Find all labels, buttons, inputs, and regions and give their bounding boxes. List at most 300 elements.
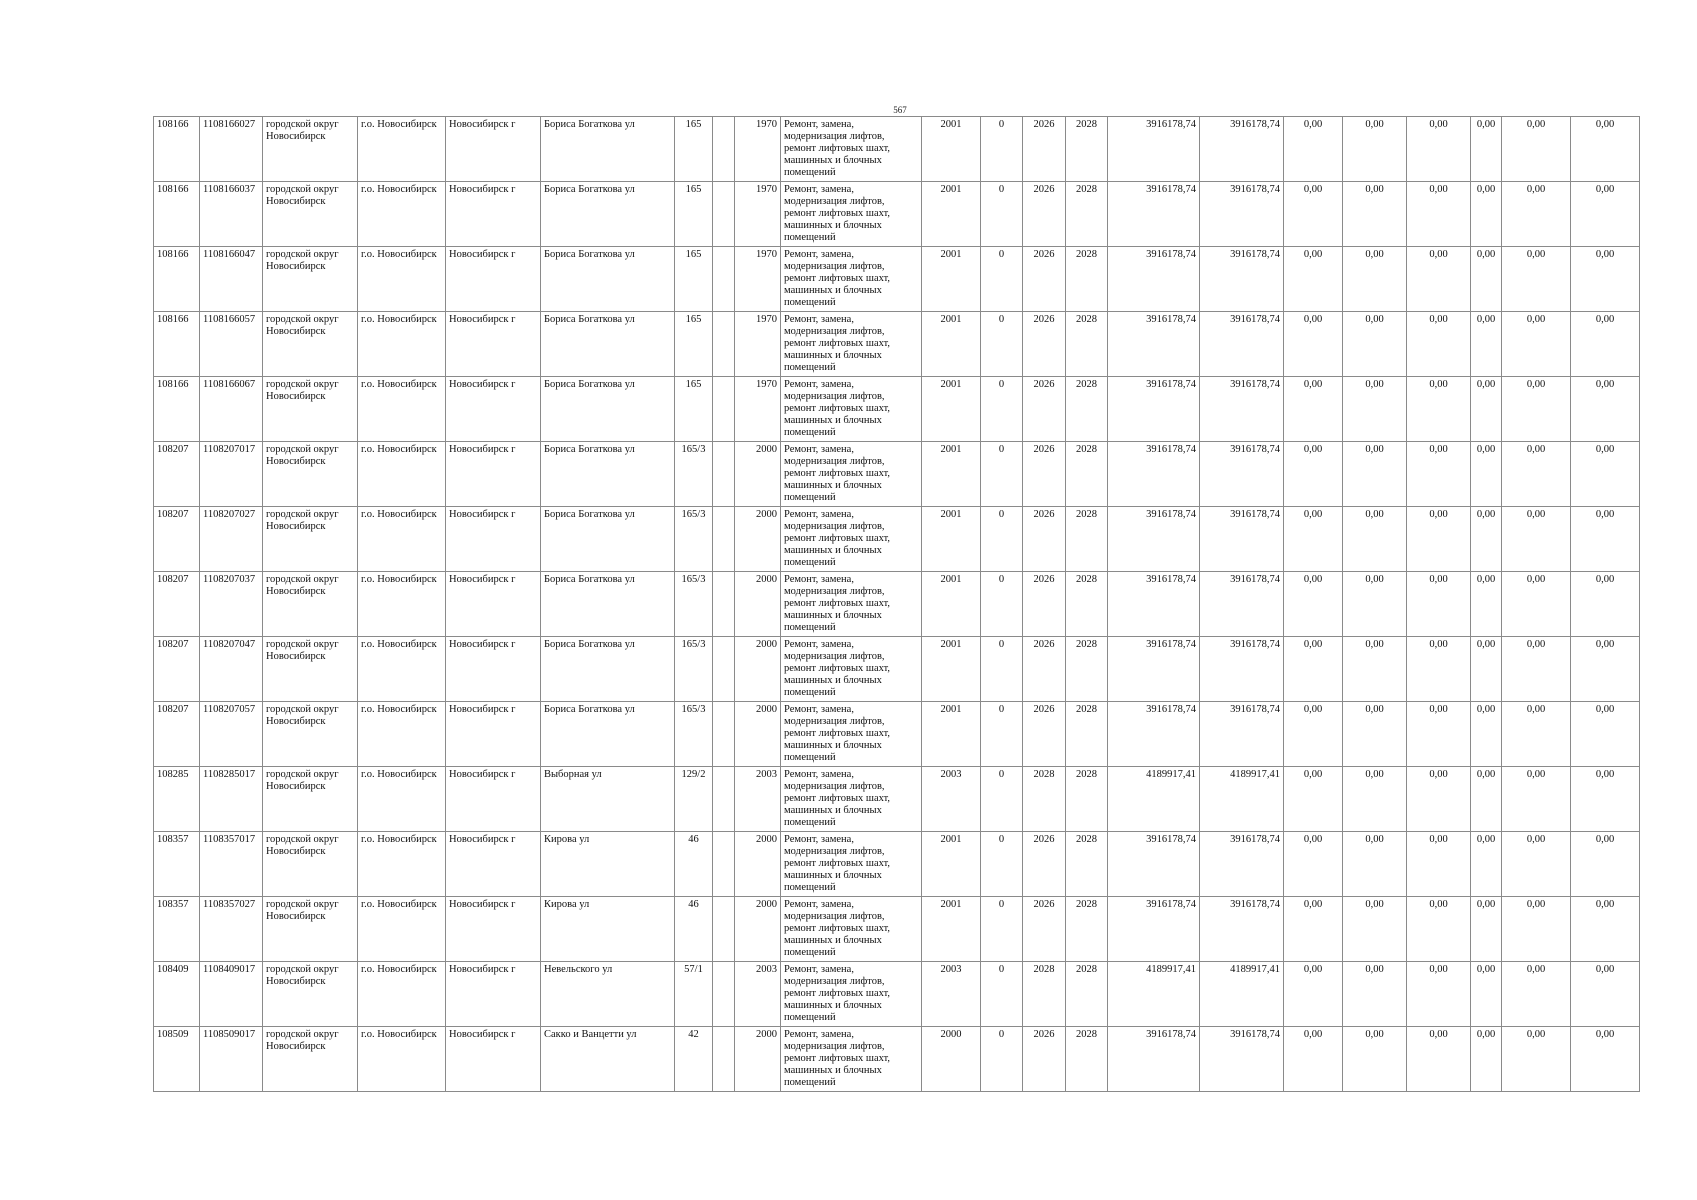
row-plan-to: 2028 [1066,117,1108,182]
row-house: 165 [675,377,713,442]
row-id: 108357 [154,897,200,962]
row-code: 1108207037 [200,572,263,637]
row-plan-to: 2028 [1066,637,1108,702]
row-value-2: 0,00 [1343,1027,1407,1092]
row-code: 1108207047 [200,637,263,702]
row-district: г.о. Новосибирск [358,507,446,572]
row-value-6: 0,00 [1571,377,1640,442]
row-cost-total: 4189917,41 [1200,767,1284,832]
row-zero: 0 [981,962,1023,1027]
row-district: г.о. Новосибирск [358,312,446,377]
row-value-3: 0,00 [1407,572,1471,637]
row-value-2: 0,00 [1343,767,1407,832]
row-id: 108166 [154,312,200,377]
table-row [154,507,1640,572]
row-id: 108166 [154,117,200,182]
table-row [154,897,1640,962]
row-district: г.о. Новосибирск [358,767,446,832]
row-plan-to: 2028 [1066,1027,1108,1092]
row-value-6: 0,00 [1571,572,1640,637]
row-extra [713,377,735,442]
row-value-4: 0,00 [1471,442,1502,507]
row-zero: 0 [981,767,1023,832]
row-id: 108207 [154,702,200,767]
row-cost-total: 3916178,74 [1200,442,1284,507]
row-district: г.о. Новосибирск [358,572,446,637]
row-built-year: 2000 [735,832,781,897]
row-street: Бориса Богаткова ул [541,117,675,182]
table-row [154,962,1640,1027]
row-value-4: 0,00 [1471,962,1502,1027]
row-code: 1108166047 [200,247,263,312]
row-built-year: 1970 [735,312,781,377]
row-plan-to: 2028 [1066,702,1108,767]
row-cost-total: 3916178,74 [1200,702,1284,767]
row-value-2: 0,00 [1343,117,1407,182]
row-municipality: городской округ Новосибирск [263,247,358,312]
row-value-5: 0,00 [1502,247,1571,312]
row-value-3: 0,00 [1407,312,1471,377]
row-value-1: 0,00 [1284,962,1343,1027]
row-id: 108166 [154,377,200,442]
row-locality: Новосибирск г [446,897,541,962]
row-plan-to: 2028 [1066,247,1108,312]
row-street: Бориса Богаткова ул [541,247,675,312]
row-value-1: 0,00 [1284,247,1343,312]
table-row [154,702,1640,767]
registry-table-body [154,117,1640,1092]
row-cost: 3916178,74 [1108,507,1200,572]
row-district: г.о. Новосибирск [358,637,446,702]
row-street: Бориса Богаткова ул [541,572,675,637]
row-value-2: 0,00 [1343,442,1407,507]
table-row [154,637,1640,702]
row-municipality: городской округ Новосибирск [263,312,358,377]
row-value-4: 0,00 [1471,247,1502,312]
row-plan-from: 2026 [1023,572,1066,637]
row-value-6: 0,00 [1571,1027,1640,1092]
row-zero: 0 [981,377,1023,442]
row-year: 2001 [922,377,981,442]
row-district: г.о. Новосибирск [358,897,446,962]
row-street: Бориса Богаткова ул [541,312,675,377]
row-street: Кирова ул [541,897,675,962]
table-row [154,377,1640,442]
row-zero: 0 [981,1027,1023,1092]
row-built-year: 2000 [735,442,781,507]
row-year: 2003 [922,767,981,832]
row-extra [713,702,735,767]
row-work-type: Ремонт, замена, модернизация лифтов, ремонт лифтовых шахт, машинных и блочных помещений [781,117,922,182]
row-locality: Новосибирск г [446,377,541,442]
row-value-2: 0,00 [1343,377,1407,442]
row-value-4: 0,00 [1471,832,1502,897]
row-value-6: 0,00 [1571,247,1640,312]
row-id: 108207 [154,507,200,572]
row-municipality: городской округ Новосибирск [263,377,358,442]
row-work-type: Ремонт, замена, модернизация лифтов, ремонт лифтовых шахт, машинных и блочных помещений [781,247,922,312]
row-value-1: 0,00 [1284,377,1343,442]
row-value-1: 0,00 [1284,182,1343,247]
row-value-1: 0,00 [1284,897,1343,962]
row-locality: Новосибирск г [446,442,541,507]
row-district: г.о. Новосибирск [358,832,446,897]
row-work-type: Ремонт, замена, модернизация лифтов, ремонт лифтовых шахт, машинных и блочных помещений [781,637,922,702]
row-street: Бориса Богаткова ул [541,702,675,767]
row-locality: Новосибирск г [446,702,541,767]
row-work-type: Ремонт, замена, модернизация лифтов, ремонт лифтовых шахт, машинных и блочных помещений [781,702,922,767]
row-cost: 3916178,74 [1108,702,1200,767]
row-built-year: 2003 [735,962,781,1027]
row-value-4: 0,00 [1471,1027,1502,1092]
row-street: Невельского ул [541,962,675,1027]
row-value-4: 0,00 [1471,377,1502,442]
row-cost: 3916178,74 [1108,1027,1200,1092]
row-cost: 3916178,74 [1108,247,1200,312]
row-zero: 0 [981,637,1023,702]
row-id: 108409 [154,962,200,1027]
row-municipality: городской округ Новосибирск [263,832,358,897]
row-plan-to: 2028 [1066,962,1108,1027]
row-district: г.о. Новосибирск [358,962,446,1027]
row-value-3: 0,00 [1407,897,1471,962]
row-value-2: 0,00 [1343,182,1407,247]
row-district: г.о. Новосибирск [358,1027,446,1092]
row-value-1: 0,00 [1284,832,1343,897]
row-locality: Новосибирск г [446,637,541,702]
row-year: 2001 [922,312,981,377]
row-value-3: 0,00 [1407,1027,1471,1092]
row-value-4: 0,00 [1471,572,1502,637]
row-built-year: 1970 [735,247,781,312]
row-plan-to: 2028 [1066,572,1108,637]
row-cost-total: 3916178,74 [1200,832,1284,897]
row-house: 165/3 [675,572,713,637]
row-plan-from: 2026 [1023,117,1066,182]
row-year: 2001 [922,247,981,312]
row-code: 1108285017 [200,767,263,832]
row-municipality: городской округ Новосибирск [263,1027,358,1092]
row-year: 2001 [922,702,981,767]
row-value-6: 0,00 [1571,442,1640,507]
row-cost-total: 3916178,74 [1200,507,1284,572]
row-cost: 4189917,41 [1108,767,1200,832]
row-house: 165 [675,247,713,312]
table-row [154,442,1640,507]
row-work-type: Ремонт, замена, модернизация лифтов, ремонт лифтовых шахт, машинных и блочных помещений [781,897,922,962]
row-year: 2001 [922,897,981,962]
row-extra [713,312,735,377]
row-cost: 3916178,74 [1108,312,1200,377]
table-row [154,312,1640,377]
row-code: 1108357027 [200,897,263,962]
row-value-5: 0,00 [1502,572,1571,637]
row-zero: 0 [981,507,1023,572]
row-cost: 3916178,74 [1108,572,1200,637]
registry-table [153,116,1640,1092]
row-plan-from: 2026 [1023,1027,1066,1092]
row-locality: Новосибирск г [446,507,541,572]
row-municipality: городской округ Новосибирск [263,702,358,767]
row-plan-from: 2026 [1023,637,1066,702]
row-municipality: городской округ Новосибирск [263,507,358,572]
row-value-6: 0,00 [1571,767,1640,832]
row-value-5: 0,00 [1502,442,1571,507]
row-code: 1108166037 [200,182,263,247]
row-house: 165/3 [675,507,713,572]
row-plan-from: 2026 [1023,702,1066,767]
row-code: 1108207017 [200,442,263,507]
row-house: 165 [675,182,713,247]
row-value-5: 0,00 [1502,117,1571,182]
row-plan-from: 2028 [1023,962,1066,1027]
row-value-2: 0,00 [1343,897,1407,962]
row-value-1: 0,00 [1284,572,1343,637]
row-cost-total: 4189917,41 [1200,962,1284,1027]
row-value-1: 0,00 [1284,507,1343,572]
row-district: г.о. Новосибирск [358,442,446,507]
row-extra [713,572,735,637]
table-row [154,247,1640,312]
row-street: Сакко и Ванцетти ул [541,1027,675,1092]
row-value-1: 0,00 [1284,767,1343,832]
row-work-type: Ремонт, замена, модернизация лифтов, ремонт лифтовых шахт, машинных и блочных помещений [781,572,922,637]
row-house: 129/2 [675,767,713,832]
row-zero: 0 [981,442,1023,507]
row-plan-to: 2028 [1066,832,1108,897]
row-extra [713,962,735,1027]
row-zero: 0 [981,117,1023,182]
row-value-5: 0,00 [1502,767,1571,832]
row-extra [713,182,735,247]
row-code: 1108509017 [200,1027,263,1092]
row-value-6: 0,00 [1571,117,1640,182]
row-value-5: 0,00 [1502,637,1571,702]
row-locality: Новосибирск г [446,182,541,247]
row-year: 2003 [922,962,981,1027]
row-work-type: Ремонт, замена, модернизация лифтов, ремонт лифтовых шахт, машинных и блочных помещений [781,832,922,897]
row-extra [713,767,735,832]
row-id: 108357 [154,832,200,897]
row-id: 108207 [154,637,200,702]
row-zero: 0 [981,572,1023,637]
row-value-4: 0,00 [1471,507,1502,572]
row-municipality: городской округ Новосибирск [263,637,358,702]
row-zero: 0 [981,182,1023,247]
row-value-2: 0,00 [1343,507,1407,572]
row-cost: 3916178,74 [1108,832,1200,897]
row-district: г.о. Новосибирск [358,182,446,247]
row-municipality: городской округ Новосибирск [263,897,358,962]
row-year: 2001 [922,832,981,897]
row-value-1: 0,00 [1284,637,1343,702]
row-work-type: Ремонт, замена, модернизация лифтов, ремонт лифтовых шахт, машинных и блочных помещений [781,962,922,1027]
row-value-1: 0,00 [1284,442,1343,507]
row-built-year: 2000 [735,637,781,702]
row-value-4: 0,00 [1471,702,1502,767]
row-locality: Новосибирск г [446,767,541,832]
row-value-5: 0,00 [1502,377,1571,442]
row-plan-from: 2026 [1023,182,1066,247]
row-code: 1108207057 [200,702,263,767]
row-built-year: 2003 [735,767,781,832]
row-value-6: 0,00 [1571,637,1640,702]
row-value-1: 0,00 [1284,702,1343,767]
row-cost-total: 3916178,74 [1200,312,1284,377]
row-plan-from: 2026 [1023,377,1066,442]
row-built-year: 2000 [735,572,781,637]
row-value-2: 0,00 [1343,832,1407,897]
row-plan-to: 2028 [1066,507,1108,572]
row-extra [713,832,735,897]
table-row [154,1027,1640,1092]
row-municipality: городской округ Новосибирск [263,442,358,507]
row-cost: 3916178,74 [1108,637,1200,702]
row-extra [713,637,735,702]
row-locality: Новосибирск г [446,247,541,312]
row-value-6: 0,00 [1571,182,1640,247]
row-value-3: 0,00 [1407,832,1471,897]
row-street: Кирова ул [541,832,675,897]
row-house: 165/3 [675,637,713,702]
row-value-3: 0,00 [1407,637,1471,702]
row-cost-total: 3916178,74 [1200,247,1284,312]
row-year: 2001 [922,442,981,507]
row-locality: Новосибирск г [446,312,541,377]
row-id: 108166 [154,182,200,247]
row-house: 46 [675,897,713,962]
row-street: Бориса Богаткова ул [541,377,675,442]
row-municipality: городской округ Новосибирск [263,117,358,182]
row-value-2: 0,00 [1343,572,1407,637]
row-cost: 4189917,41 [1108,962,1200,1027]
row-cost-total: 3916178,74 [1200,117,1284,182]
row-cost-total: 3916178,74 [1200,572,1284,637]
row-value-6: 0,00 [1571,897,1640,962]
row-value-6: 0,00 [1571,507,1640,572]
row-house: 46 [675,832,713,897]
row-value-3: 0,00 [1407,962,1471,1027]
row-id: 108285 [154,767,200,832]
row-value-4: 0,00 [1471,767,1502,832]
row-value-4: 0,00 [1471,182,1502,247]
row-cost: 3916178,74 [1108,442,1200,507]
row-value-5: 0,00 [1502,312,1571,377]
row-plan-from: 2026 [1023,247,1066,312]
row-built-year: 1970 [735,117,781,182]
row-work-type: Ремонт, замена, модернизация лифтов, ремонт лифтовых шахт, машинных и блочных помещений [781,507,922,572]
row-locality: Новосибирск г [446,962,541,1027]
row-zero: 0 [981,312,1023,377]
row-value-5: 0,00 [1502,962,1571,1027]
row-locality: Новосибирск г [446,572,541,637]
row-municipality: городской округ Новосибирск [263,767,358,832]
row-value-2: 0,00 [1343,312,1407,377]
row-street: Бориса Богаткова ул [541,442,675,507]
row-value-5: 0,00 [1502,897,1571,962]
row-extra [713,442,735,507]
row-value-4: 0,00 [1471,117,1502,182]
row-year: 2001 [922,637,981,702]
row-value-6: 0,00 [1571,832,1640,897]
row-code: 1108166057 [200,312,263,377]
row-zero: 0 [981,832,1023,897]
row-cost-total: 3916178,74 [1200,1027,1284,1092]
row-cost: 3916178,74 [1108,377,1200,442]
row-extra [713,897,735,962]
row-plan-to: 2028 [1066,182,1108,247]
row-id: 108166 [154,247,200,312]
row-extra [713,1027,735,1092]
row-plan-from: 2026 [1023,507,1066,572]
row-plan-from: 2026 [1023,442,1066,507]
row-built-year: 2000 [735,702,781,767]
row-cost: 3916178,74 [1108,117,1200,182]
row-municipality: городской округ Новосибирск [263,572,358,637]
row-street: Бориса Богаткова ул [541,637,675,702]
row-value-2: 0,00 [1343,962,1407,1027]
row-work-type: Ремонт, замена, модернизация лифтов, ремонт лифтовых шахт, машинных и блочных помещений [781,377,922,442]
row-year: 2001 [922,572,981,637]
row-value-6: 0,00 [1571,962,1640,1027]
row-zero: 0 [981,702,1023,767]
table-row [154,832,1640,897]
row-value-3: 0,00 [1407,442,1471,507]
row-value-1: 0,00 [1284,312,1343,377]
row-value-2: 0,00 [1343,702,1407,767]
row-built-year: 2000 [735,507,781,572]
row-plan-from: 2026 [1023,897,1066,962]
row-house: 165 [675,312,713,377]
row-work-type: Ремонт, замена, модернизация лифтов, ремонт лифтовых шахт, машинных и блочных помещений [781,767,922,832]
row-code: 1108409017 [200,962,263,1027]
row-house: 165/3 [675,442,713,507]
row-built-year: 2000 [735,897,781,962]
row-cost-total: 3916178,74 [1200,637,1284,702]
row-street: Бориса Богаткова ул [541,507,675,572]
row-value-2: 0,00 [1343,637,1407,702]
row-house: 165/3 [675,702,713,767]
row-value-5: 0,00 [1502,832,1571,897]
row-work-type: Ремонт, замена, модернизация лифтов, ремонт лифтовых шахт, машинных и блочных помещений [781,1027,922,1092]
row-value-2: 0,00 [1343,247,1407,312]
row-house: 165 [675,117,713,182]
row-value-3: 0,00 [1407,117,1471,182]
table-row [154,117,1640,182]
row-cost-total: 3916178,74 [1200,377,1284,442]
row-value-3: 0,00 [1407,702,1471,767]
row-locality: Новосибирск г [446,832,541,897]
row-plan-from: 2026 [1023,312,1066,377]
row-municipality: городской округ Новосибирск [263,182,358,247]
row-id: 108509 [154,1027,200,1092]
row-built-year: 1970 [735,377,781,442]
row-locality: Новосибирск г [446,117,541,182]
table-row [154,182,1640,247]
row-value-3: 0,00 [1407,182,1471,247]
row-value-5: 0,00 [1502,182,1571,247]
row-plan-to: 2028 [1066,767,1108,832]
row-value-3: 0,00 [1407,767,1471,832]
row-value-1: 0,00 [1284,117,1343,182]
row-street: Выборная ул [541,767,675,832]
row-plan-from: 2026 [1023,832,1066,897]
row-extra [713,507,735,572]
row-cost-total: 3916178,74 [1200,182,1284,247]
row-plan-to: 2028 [1066,377,1108,442]
row-value-3: 0,00 [1407,247,1471,312]
row-value-6: 0,00 [1571,702,1640,767]
